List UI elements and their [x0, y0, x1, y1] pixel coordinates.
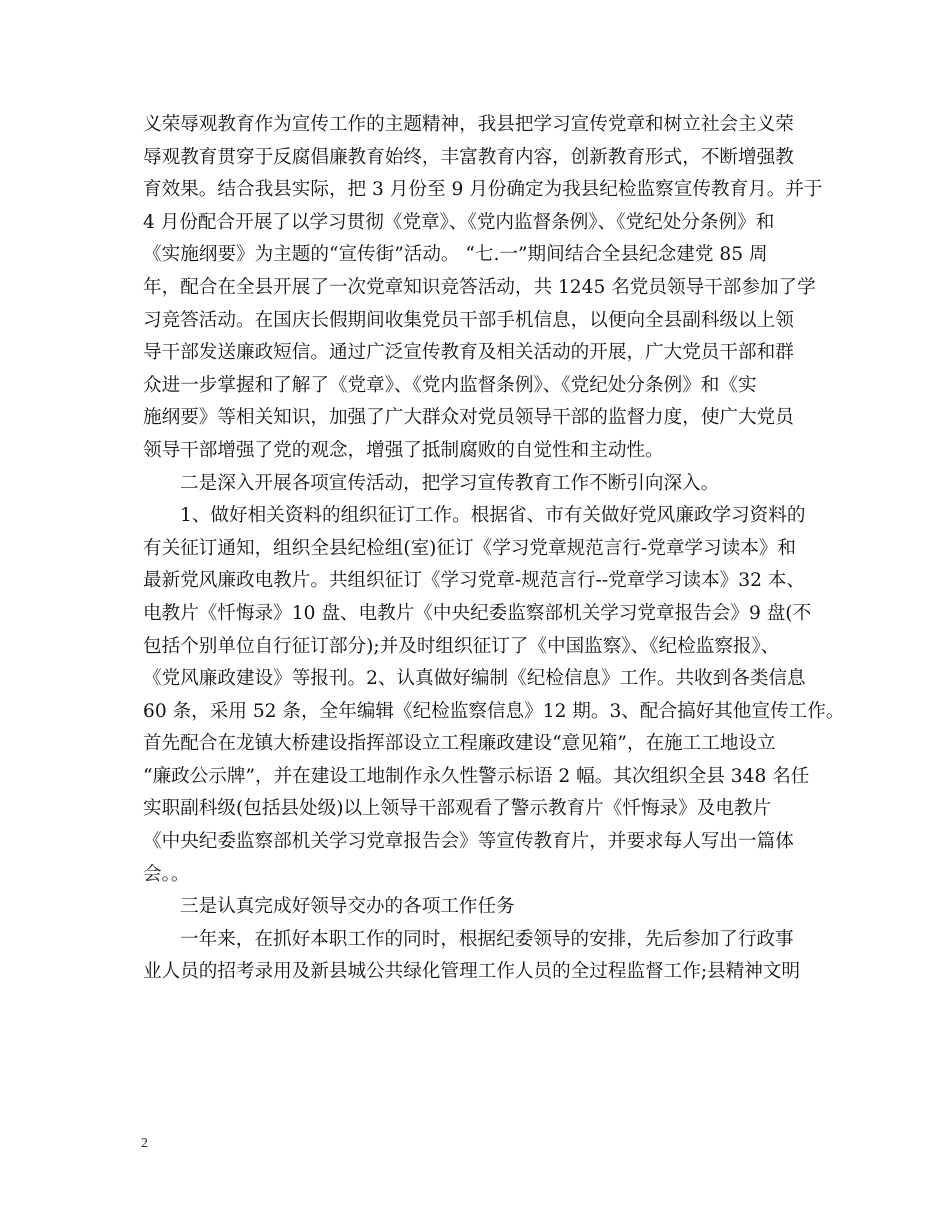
text-line: 年，配合在全县开展了一次党章知识竞答活动，共 1245 名党员领导干部参加了学: [143, 276, 816, 298]
text-line: 习竞答活动。在国庆长假期间收集党员干部手机信息，以便向全县副科级以上领: [143, 309, 794, 331]
text-line: 导干部发送廉政短信。通过广泛宣传教育及相关活动的开展，广大党员干部和群: [143, 342, 794, 364]
text-line: 义荣辱观教育作为宣传工作的主题精神，我县把学习宣传党章和树立社会主义荣: [143, 114, 794, 135]
text-line: 三是认真完成好领导交办的各项工作任务: [180, 896, 515, 918]
text-line: 业人员的招考录用及新县城公共绿化管理工作人员的全过程监督工作;县精神文明: [143, 961, 801, 983]
text-line: 60 条，采用 52 条，全年编辑《纪检监察信息》12 期。3、配合搞好其他宣传工作。: [143, 700, 845, 722]
text-line: 1、做好相关资料的组织征订工作。根据省、市有关做好党风廉政学习资料的: [180, 505, 806, 527]
text-line: 《党风廉政建设》等报刊。2、认真做好编制《纪检信息》工作。共收到各类信息: [143, 668, 806, 690]
text-line: “廉政公示牌”，并在建设工地制作永久性警示标语 2 幅。其次组织全县 348 名任: [143, 765, 810, 787]
text-line: 首先配合在龙镇大桥建设指挥部设立工程廉政建设“意见箱”，在施工工地设立: [143, 733, 776, 755]
text-line: 育效果。结合我县实际，把 3 月份至 9 月份确定为我县纪检监察宣传教育月。并于: [143, 179, 823, 201]
text-line: 电教片《忏悔录》10 盘、电教片《中央纪委监察部机关学习党章报告会》9 盘(不: [143, 602, 812, 624]
text-line: 会。。: [143, 863, 190, 885]
text-line: 《中央纪委监察部机关学习党章报告会》等宣传教育片，并要求每人写出一篇体: [143, 831, 794, 853]
body-text: [143, 109, 845, 989]
page-number: 2: [141, 1136, 148, 1151]
text-line: 实职副科级(包括县处级)以上领导干部观看了警示教育片《忏悔录》及电教片: [143, 798, 772, 820]
text-line: 最新党风廉政电教片。共组织征订《学习党章-规范言行--党章学习读本》32 本、: [143, 570, 806, 592]
text-line: 有关征订通知，组织全县纪检组(室)征订《学习党章规范言行-党章学习读本》和: [143, 537, 796, 559]
text-line: 4 月份配合开展了以学习贯彻《党章》、《党内监督条例》、《党纪处分条例》和: [143, 211, 775, 233]
text-line: 包括个别单位自行征订部分);并及时组织征订了《中国监察》、《纪检监察报》、: [143, 635, 780, 657]
text-line: 施纲要》等相关知识，加强了广大群众对党员领导干部的监督力度，使广大党员: [143, 407, 794, 429]
text-line: 辱观教育贯穿于反腐倡廉教育始终，丰富教育内容，创新教育形式，不断增强教: [143, 146, 794, 168]
text-line: 一年来，在抓好本职工作的同时，根据纪委领导的安排，先后参加了行政事: [180, 928, 794, 950]
text-line: 众进一步掌握和了解了《党章》、《党内监督条例》、《党纪处分条例》和《实: [143, 374, 757, 396]
text-line: 领导干部增强了党的观念，增强了抵制腐败的自觉性和主动性。: [143, 439, 664, 461]
text-line: 二是深入开展各项宣传活动，把学习宣传教育工作不断引向深入。: [180, 472, 720, 494]
text-line: 《实施纲要》为主题的“宣传街”活动。 “七.一”期间结合全县纪念建党 85 周: [143, 244, 768, 266]
